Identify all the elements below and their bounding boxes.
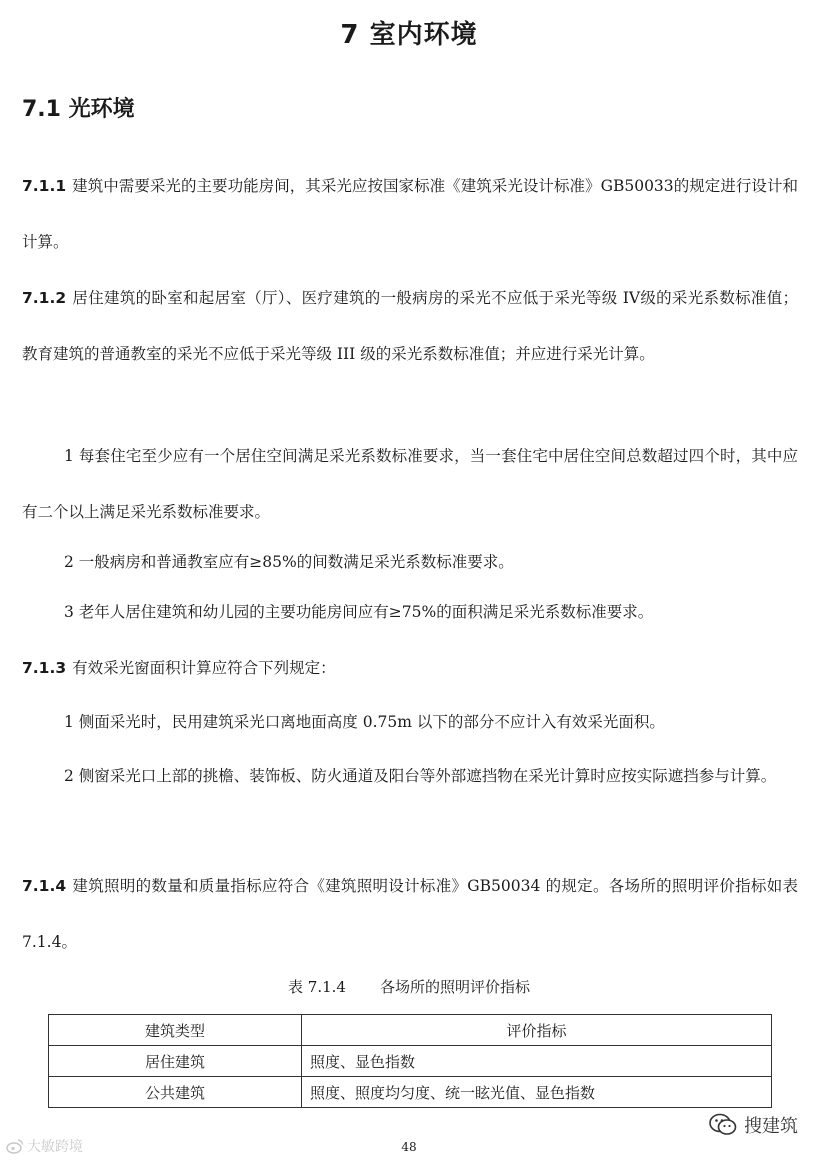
clause-7-1-2-item-1: 1 每套住宅至少应有一个居住空间满足采光系数标准要求，当一套住宅中居住空间总数超过四个时，其中应有二个以上满足采光系数标准要求。 — [22, 447, 798, 521]
table-cell: 照度、显色指数 — [302, 1046, 772, 1077]
table-header-cell: 评价指标 — [302, 1015, 772, 1046]
table-cell: 公共建筑 — [49, 1077, 302, 1108]
clause-7-1-3 — [22, 640, 798, 696]
table-caption-number: 表 7.1.4 — [288, 978, 346, 996]
table-row — [49, 1046, 772, 1077]
wechat-icon — [708, 1112, 738, 1138]
watermark-left — [6, 1136, 83, 1156]
clause-text: 有效采光窗面积计算应符合下列规定： — [72, 659, 336, 677]
clause-7-1-2 — [22, 270, 798, 382]
lighting-evaluation-table — [48, 1014, 772, 1108]
weibo-icon — [6, 1138, 24, 1154]
table-cell: 照度、照度均匀度、统一眩光值、显色指数 — [302, 1077, 772, 1108]
page-number: 48 — [401, 1140, 417, 1154]
clause-number: 7.1.3 — [22, 659, 67, 677]
clause-number: 7.1.2 — [22, 289, 67, 307]
table-caption — [0, 976, 818, 997]
clause-7-1-2-item-2: 2 一般病房和普通教室应有≥85%的间数满足采光系数标准要求。 — [64, 553, 514, 571]
clause-number: 7.1.1 — [22, 177, 67, 195]
table-row — [49, 1077, 772, 1108]
watermark-left-text: 大敏跨境 — [27, 1139, 83, 1155]
clause-number: 7.1.4 — [22, 877, 67, 895]
chapter-title: 7 室内环境 — [340, 20, 478, 50]
table-header-row — [49, 1015, 772, 1046]
clause-7-1-3-item-1: 1 侧面采光时，民用建筑采光口离地面高度 0.75m 以下的部分不应计入有效采光面积。 — [64, 713, 665, 731]
watermark-right — [708, 1112, 798, 1138]
watermark-right-text: 搜建筑 — [744, 1116, 798, 1137]
clause-text: 建筑中需要采光的主要功能房间，其采光应按国家标准《建筑采光设计标准》GB50033的规定进行设计和计算。 — [22, 177, 798, 251]
table-header-cell: 建筑类型 — [49, 1015, 302, 1046]
clause-text: 建筑照明的数量和质量指标应符合《建筑照明设计标准》GB50034 的规定。各场所的照明评价指标如表 7.1.4。 — [22, 877, 798, 951]
section-title: 7.1 光环境 — [22, 97, 135, 122]
table-cell: 居住建筑 — [49, 1046, 302, 1077]
clause-7-1-4 — [22, 858, 798, 970]
clause-7-1-1 — [22, 158, 798, 270]
table-caption-text: 各场所的照明评价指标 — [379, 978, 530, 996]
clause-7-1-3-item-2: 2 侧窗采光口上部的挑檐、装饰板、防火通道及阳台等外部遮挡物在采光计算时应按实际遮挡参与计算。 — [64, 767, 777, 785]
clause-text: 居住建筑的卧室和起居室（厅）、医疗建筑的一般病房的采光不应低于采光等级 IV级的采光系数标准值；教育建筑的普通教室的采光不应低于采光等级 III 级的采光系数标准值；并应进行采光计算。 — [22, 289, 798, 363]
clause-7-1-2-item-3: 3 老年人居住建筑和幼儿园的主要功能房间应有≥75%的面积满足采光系数标准要求。 — [64, 603, 654, 621]
